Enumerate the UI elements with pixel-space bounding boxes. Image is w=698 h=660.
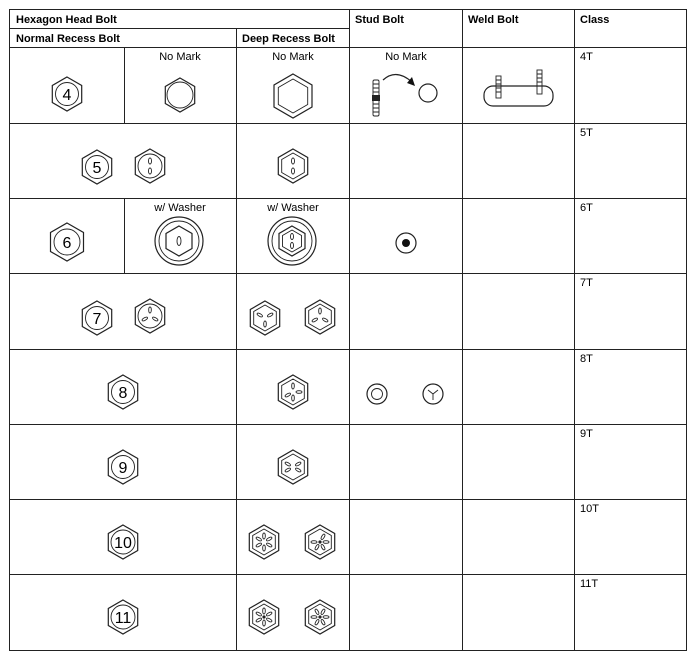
svg-text:10: 10 xyxy=(114,535,132,552)
svg-text:4: 4 xyxy=(62,87,72,104)
bolt-head-5-icon xyxy=(82,150,111,184)
bolt-head-8-icon xyxy=(108,375,137,409)
bolt-head-two-line-icon xyxy=(135,149,164,183)
class-label-6t: 6T xyxy=(580,202,593,214)
no-mark-label-normal: No Mark xyxy=(159,51,201,63)
washer-label-deep: w/ Washer xyxy=(267,202,319,214)
header-class: Class xyxy=(580,14,610,26)
stud-bolt-icon xyxy=(372,80,380,116)
class-label-5t: 5T xyxy=(580,127,593,139)
header-stud-bolt: Stud Bolt xyxy=(355,14,404,26)
deep-recess-three-line-b-icon xyxy=(305,300,334,334)
bolt-head-10-icon xyxy=(108,525,137,559)
class-label-11t: 11T xyxy=(580,578,599,590)
deep-recess-six-line-a-icon xyxy=(249,525,278,559)
deep-recess-no-mark-icon xyxy=(274,74,312,118)
bolt-head-7-icon xyxy=(82,301,111,335)
stud-end-no-mark-icon xyxy=(419,84,437,102)
header-deep-recess-bolt: Deep Recess Bolt xyxy=(242,33,335,45)
deep-recess-washer-icon xyxy=(268,217,316,265)
deep-recess-two-line-icon xyxy=(278,149,307,183)
deep-recess-seven-line-b-icon xyxy=(305,600,334,634)
svg-text:9: 9 xyxy=(118,460,128,477)
deep-recess-seven-line-a-icon xyxy=(249,600,278,634)
table-grid xyxy=(10,10,687,651)
bolt-head-6-icon xyxy=(51,223,84,261)
header-weld-bolt: Weld Bolt xyxy=(468,14,519,26)
no-mark-label-deep: No Mark xyxy=(272,51,314,63)
svg-text:11: 11 xyxy=(114,610,132,627)
class-label-8t: 8T xyxy=(580,353,593,365)
bolt-head-washer-icon xyxy=(155,217,203,265)
bolt-head-4-icon xyxy=(52,77,81,111)
svg-text:6: 6 xyxy=(62,235,72,252)
class-label-10t: 10T xyxy=(580,503,599,515)
svg-text:5: 5 xyxy=(92,160,102,177)
deep-recess-three-line-a-icon xyxy=(250,301,279,335)
bolt-head-11-icon xyxy=(108,600,137,634)
svg-text:7: 7 xyxy=(92,311,102,328)
stud-bolt-double-circle-icon xyxy=(367,384,387,404)
deep-recess-six-line-b-icon xyxy=(305,525,334,559)
class-label-4t: 4T xyxy=(580,51,593,63)
no-mark-label-stud: No Mark xyxy=(385,51,427,63)
deep-recess-four-line-icon xyxy=(278,375,307,409)
deep-recess-five-line-icon xyxy=(278,450,307,484)
header-normal-recess-bolt: Normal Recess Bolt xyxy=(16,33,120,45)
stud-bolt-dot-icon xyxy=(396,233,416,253)
header-hexagon-head-bolt: Hexagon Head Bolt xyxy=(16,14,117,26)
svg-text:8: 8 xyxy=(118,385,128,402)
class-label-7t: 7T xyxy=(580,277,593,289)
arrow-icon xyxy=(383,74,415,86)
bolt-head-9-icon xyxy=(108,450,137,484)
class-label-9t: 9T xyxy=(580,428,593,440)
stud-bolt-y-mark-icon xyxy=(423,384,443,404)
washer-label-normal: w/ Washer xyxy=(154,202,206,214)
bolt-head-no-mark-icon xyxy=(165,78,194,112)
bolt-head-three-line-icon xyxy=(135,299,164,333)
weld-bolt-icon xyxy=(484,70,553,106)
